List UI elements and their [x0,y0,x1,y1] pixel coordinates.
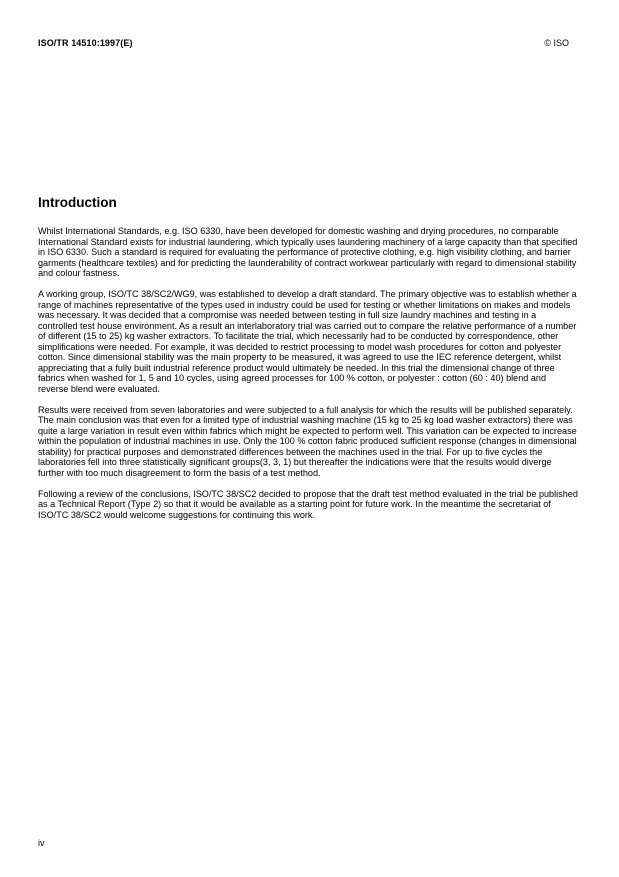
introduction-body [38,226,578,531]
paragraph-3: Results were received from seven laboratories and were subjected to a full analysis for which the results will be published separately. The main conclusion was that even for a limited type of industrial washing machine (15 kg to 25 kg load washer extractors) there was quite a large variation in result even within fabrics which might be expected to perform well. This variation can be expected to increase within the population of industrial machines in use. Only the 100 % cotton fabric produced sufficient response (changes in dimensional stability) for practical purposes and demonstrated differences between the machines used in the trial. For up to five cycles the laboratories fell into three statistically significant groups(3, 3, 1) but thereafter the indications were that the results would diverge further with too much disagreement to form the basis of a test method. [38,404,577,478]
page-number: iv [38,838,45,848]
paragraph-2: A working group, ISO/TC 38/SC2/WG9, was established to develop a draft standard. The primary objective was to establish whether a range of machines representative of the types used in industry could be used for testing or whether limitations on makes and models was necessary. It was decided that a compromise was needed between testing in full size laundry machines and testing in a controlled test house environment. As a result an interlaboratory trial was carried out to compare the relative performance of a number of different (15 to 25) kg washer extractors. To facilitate the trial, which necessarily had to be conducted by correspondence, other simplifications were needed. For example, it was decided to restrict processing to model wash procedures for cotton and polyester cotton. Since dimensional stability was the main property to be measured, it was agreed to use the IEC reference detergent, whilst appreciating that a fully built industrial reference product would ultimately be needed. In this trial the dimensional change of three fabrics when washed for 1, 5 and 10 cycles, using agreed processes for 100 % cotton, or polyester : cotton (60 : 40) blend and reverse blend were evaluated. [38,289,577,394]
section-title: Introduction [38,195,117,210]
paragraph-4: Following a review of the conclusions, ISO/TC 38/SC2 decided to propose that the draft test method evaluated in the trial be published as a Technical Report (Type 2) so that it would be available as a starting point for future work. In the meantime the secretariat of ISO/TC 38/SC2 would welcome suggestions for continuing this work. [38,488,578,520]
document-identifier: ISO/TR 14510:1997(E) [38,38,133,48]
paragraph-1: Whilst International Standards, e.g. ISO 6330, have been developed for domestic washing and drying procedures, no comparable International Standard exists for industrial laundering, which typically uses laundering machinery of a large capacity than that specified in ISO 6330. Such a standard is required for evaluating the performance of protective clothing, e.g. high visibility clothing, and barrier garments (healthcare textiles) and for predicting the launderability of contract workwear particularly with regard to dimensional stability and colour fastness. [38,226,578,278]
copyright-notice: © ISO [544,38,569,48]
